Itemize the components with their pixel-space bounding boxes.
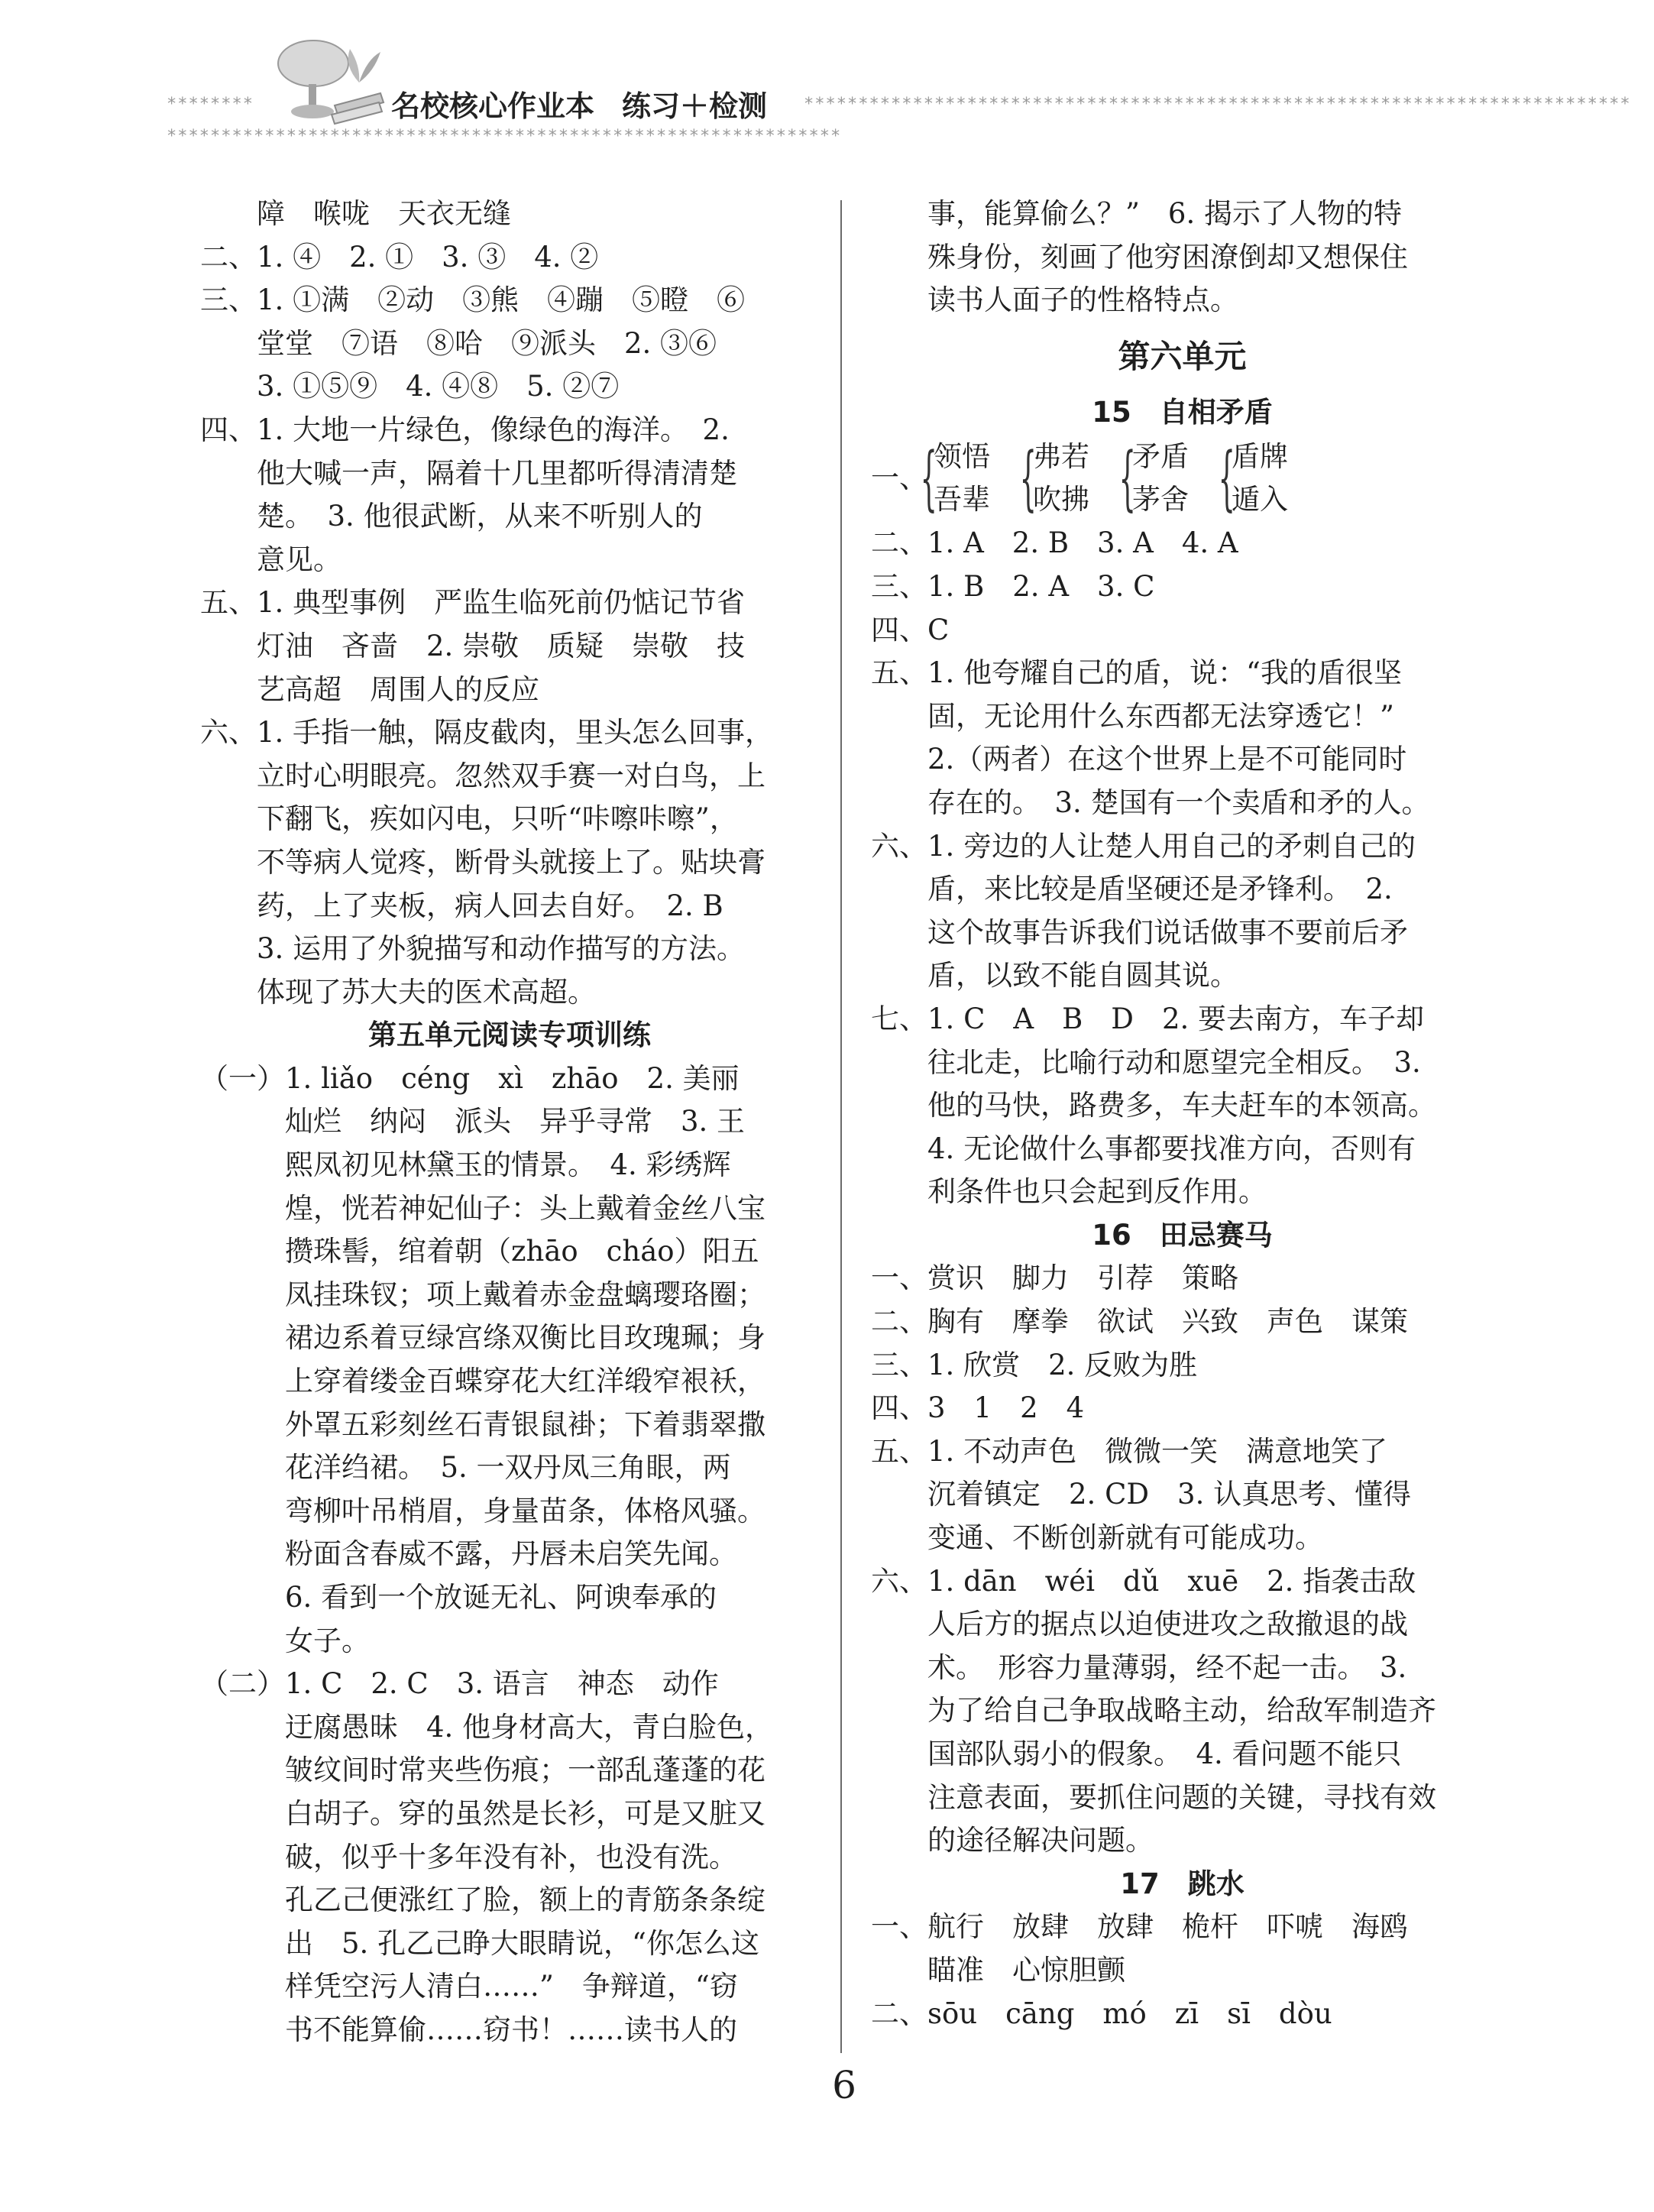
text-line: 一、航行 放肆 放肆 桅杆 吓唬 海鸥 — [871, 1910, 1408, 1944]
unit-title: 第六单元 — [1118, 337, 1247, 375]
text-line: 障 喉咙 天衣无缝 — [200, 197, 511, 230]
word-pair — [1033, 436, 1089, 521]
pair-word: 吹拂 — [1033, 482, 1089, 516]
text-line: 这个故事告诉我们说话做事不要前后矛 — [871, 915, 1408, 949]
text-line: 盾，以致不能自圆其说。 — [871, 959, 1238, 993]
text-line: 破，似乎十多年没有补，也没有洗。 — [200, 1840, 737, 1874]
text-line: 女子。 — [200, 1624, 370, 1657]
right-lines-top — [871, 193, 1494, 322]
bracket-group — [1212, 436, 1288, 521]
text-line: 往北走，比喻行动和愿望完全相反。 3. — [871, 1045, 1421, 1079]
lesson-17-lines — [871, 1906, 1494, 2035]
text-line: 灯油 吝啬 2. 崇敬 质疑 崇敬 技 — [200, 629, 746, 662]
text-line: 注意表面，要抓住问题的关键，寻找有效 — [871, 1780, 1436, 1814]
word-pair — [1132, 436, 1189, 521]
left-lines-2 — [200, 1057, 819, 2052]
lamp-and-books-icon — [252, 29, 390, 128]
text-line: 立时心明眼亮。忽然双手赛一对白鸟，上 — [200, 759, 766, 792]
word-pair — [934, 436, 990, 521]
text-line: 盾，来比较是盾坚硬还是矛锋利。 2. — [871, 873, 1393, 906]
text-line: 四、1. 大地一片绿色，像绿色的海洋。 2. — [200, 413, 730, 446]
curly-brace-icon: { — [1019, 436, 1037, 519]
column-divider — [840, 200, 842, 2053]
pair-word: 领悟 — [934, 439, 990, 473]
text-line: 凤挂珠钗；项上戴着赤金盘螭璎珞圈； — [200, 1278, 766, 1311]
bracket-group — [914, 436, 990, 521]
text-line: 三、1. B 2. A 3. C — [871, 569, 1155, 603]
text-line: 艺高超 周围人的反应 — [200, 672, 539, 706]
lesson-15-lines — [871, 522, 1494, 1214]
text-line: 殊身份，刻画了他穷困潦倒却又想保住 — [871, 240, 1408, 274]
text-line: 煌，恍若神妃仙子：头上戴着金丝八宝 — [200, 1191, 766, 1225]
text-line: 攒珠髻，绾着朝（zhāo cháo）阳五 — [200, 1235, 759, 1268]
text-line: 变通、不断创新就有可能成功。 — [871, 1521, 1323, 1555]
text-line: 术。 形容力量薄弱，经不起一击。 3. — [871, 1650, 1407, 1684]
text-line: 白胡子。穿的虽然是长衫，可是又脏又 — [200, 1796, 766, 1830]
pair-word: 吾辈 — [934, 482, 990, 516]
header-dots-right: **************************************************************************** — [804, 95, 1631, 114]
bracket-group — [1013, 436, 1089, 521]
text-line: 三、1. ①满 ②动 ③熊 ④蹦 ⑤瞪 ⑥ — [200, 283, 746, 317]
curly-brace-icon: { — [1218, 436, 1235, 519]
series-name: 名校核心作业本 — [391, 89, 595, 123]
text-line: 孔乙己便涨红了脸，额上的青筋条条绽 — [200, 1883, 766, 1917]
lesson-17-title: 17 跳水 — [1120, 1867, 1245, 1900]
text-line: 熙凤初见林黛玉的情景。 4. 彩绣辉 — [200, 1148, 731, 1182]
lesson-15-q1-label: 一、 — [871, 461, 927, 494]
text-line: 瞄准 心惊胆颤 — [871, 1953, 1125, 1987]
lesson-16-title: 16 田忌赛马 — [1092, 1218, 1273, 1252]
left-lines — [200, 193, 819, 1014]
text-line: 楚。 3. 他很武断，从来不听别人的 — [200, 500, 703, 533]
pair-word: 盾牌 — [1232, 439, 1288, 473]
header-dots-bottom: ************************************************************** — [167, 127, 842, 146]
text-line: 二、sōu cāng mó zī sī dòu — [871, 1997, 1332, 2030]
section-title: 第五单元阅读专项训练 — [368, 1019, 651, 1052]
text-line: 样凭空污人清白……” 争辩道，“窃 — [200, 1970, 738, 2003]
bracket-groups — [914, 436, 1311, 521]
text-line: 六、1. 手指一触，隔皮截肉，里头怎么回事， — [200, 716, 774, 750]
text-line: 他的马快，路费多，车夫赶车的本领高。 — [871, 1089, 1436, 1122]
text-line: 二、1. A 2. B 3. A 4. A — [871, 526, 1238, 560]
text-line: 不等病人觉疼，断骨头就接上了。贴块膏 — [200, 845, 766, 879]
text-line: 书不能算偷……窃书！……读书人的 — [200, 2013, 737, 2046]
text-line: （一）1. liǎo céng xì zhāo 2. 美丽 — [200, 1061, 740, 1095]
text-line: 他大喊一声，隔着十几里都听得清清楚 — [200, 456, 737, 490]
text-line: 六、1. 旁边的人让楚人用自己的矛刺自己的 — [871, 829, 1416, 863]
text-line: 读书人面子的性格特点。 — [871, 283, 1238, 317]
page-number: 6 — [832, 2063, 856, 2107]
text-line: 体现了苏大夫的医术高超。 — [200, 975, 596, 1009]
pair-word: 茅舍 — [1132, 482, 1189, 516]
text-line: 堂堂 ⑦语 ⑧哈 ⑨派头 2. ③⑥ — [200, 326, 717, 360]
text-line: 花洋绉裙。 5. 一双丹凤三角眼，两 — [200, 1451, 731, 1485]
header-title — [391, 83, 795, 125]
text-line: 四、C — [871, 613, 950, 646]
text-line: 裙边系着豆绿宫绦双衡比目玫瑰珮；身 — [200, 1321, 766, 1355]
text-line: 弯柳叶吊梢眉，身量苗条，体格风骚。 — [200, 1494, 766, 1527]
text-line: 一、赏识 脚力 引荐 策略 — [871, 1261, 1238, 1295]
text-line: 二、1. ④ 2. ① 3. ③ 4. ② — [200, 240, 599, 274]
bracket-group — [1112, 436, 1189, 521]
text-line: 灿烂 纳闷 派头 异乎寻常 3. 王 — [200, 1105, 746, 1138]
text-line: 出 5. 孔乙己睁大眼睛说，“你怎么这 — [200, 1926, 759, 1960]
text-line: 利条件也只会起到反作用。 — [871, 1175, 1267, 1209]
text-line: 四、3 1 2 4 — [871, 1391, 1085, 1425]
series-subtitle: 练习＋检测 — [622, 89, 768, 123]
curly-brace-icon: { — [920, 436, 937, 519]
text-line: 6. 看到一个放诞无礼、阿谀奉承的 — [200, 1581, 717, 1614]
text-line: 3. ①⑤⑨ 4. ④⑧ 5. ②⑦ — [200, 370, 620, 403]
lesson-15-q1 — [871, 434, 1494, 522]
text-line: 意见。 — [200, 542, 341, 576]
pair-word: 遁入 — [1232, 482, 1288, 516]
text-line: 2.（两者）在这个世界上是不可能同时 — [871, 743, 1407, 776]
text-line: 下翻飞，疾如闪电，只听“咔嚓咔嚓”， — [200, 802, 738, 836]
text-line: 的途径解决问题。 — [871, 1824, 1154, 1857]
text-line: 五、1. 他夸耀自己的盾，说：“我的盾很坚 — [871, 656, 1402, 690]
text-line: 五、1. 典型事例 严监生临死前仍惦记节省 — [200, 586, 746, 620]
text-line: 皱纹间时常夹些伤痕；一部乱蓬蓬的花 — [200, 1754, 766, 1787]
text-line: 粉面含春威不露，丹唇未启笑先闻。 — [200, 1537, 737, 1571]
left-column — [200, 193, 819, 2052]
header-dots-top: ******** — [167, 95, 254, 114]
text-line: 4. 无论做什么事都要找准方向，否则有 — [871, 1132, 1416, 1165]
text-line: 七、1. C A B D 2. 要去南方，车子却 — [871, 1002, 1425, 1035]
text-line: 沉着镇定 2. CD 3. 认真思考、懂得 — [871, 1478, 1412, 1511]
text-line: 国部队弱小的假象。 4. 看问题不能只 — [871, 1738, 1402, 1770]
pair-word: 矛盾 — [1132, 439, 1189, 473]
text-line: 3. 运用了外貌描写和动作描写的方法。 — [200, 932, 746, 966]
text-line: 六、1. dān wéi dǔ xuē 2. 指袭击敌 — [871, 1564, 1416, 1598]
text-line: 人后方的据点以迫使进攻之敌撤退的战 — [871, 1608, 1408, 1641]
text-line: 外罩五彩刻丝石青银鼠褂；下着翡翠撒 — [200, 1407, 766, 1441]
text-line: 为了给自己争取战略主动，给敌军制造齐 — [871, 1694, 1436, 1728]
text-line: 存在的。 3. 楚国有一个卖盾和矛的人。 — [871, 785, 1430, 819]
curly-brace-icon: { — [1118, 436, 1136, 519]
word-pair — [1232, 436, 1288, 521]
text-line: 药，上了夹板，病人回去自好。 2. B — [200, 889, 723, 922]
lesson-15-title: 15 自相矛盾 — [1092, 395, 1273, 429]
text-line: 事，能算偷么？” 6. 揭示了人物的特 — [871, 197, 1402, 230]
text-line: 二、胸有 摩拳 欲试 兴致 声色 谋策 — [871, 1305, 1408, 1339]
text-line: 三、1. 欣赏 2. 反败为胜 — [871, 1348, 1198, 1381]
text-line: 上穿着缕金百蝶穿花大红洋缎窄裉袄， — [200, 1365, 766, 1398]
lesson-16-lines — [871, 1257, 1494, 1862]
text-line: （二）1. C 2. C 3. 语言 神态 动作 — [200, 1667, 719, 1701]
right-column — [871, 193, 1494, 2035]
text-line: 五、1. 不动声色 微微一笑 满意地笑了 — [871, 1434, 1388, 1468]
text-line: 固，无论用什么东西都无法穿透它！” — [871, 699, 1394, 733]
pair-word: 弗若 — [1033, 439, 1089, 473]
text-line: 迂腐愚昧 4. 他身材高大，青白脸色， — [200, 1710, 774, 1744]
